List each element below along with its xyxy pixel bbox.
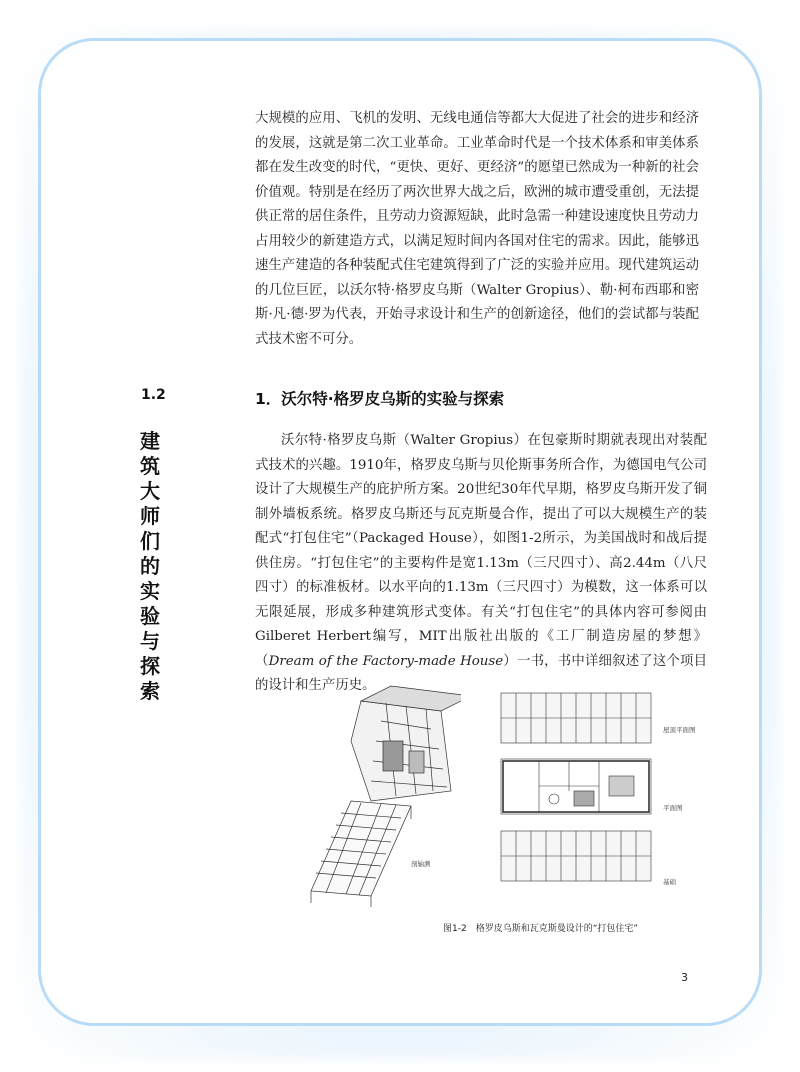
section-title: 建筑大师们的实验与探索 xyxy=(140,429,160,703)
label-floor-plan: 平面图 xyxy=(663,804,683,812)
subsection-title: 1．沃尔特·格罗皮乌斯的实验与探索 xyxy=(255,390,505,408)
label-axonometric: 剖轴测 xyxy=(411,860,431,868)
intro-paragraph: 大规模的应用、飞机的发明、无线电通信等都大大促进了社会的进步和经济的发展，这就是第二次工业革命。工业革命时代是一个技术体系和审美体系都在发生改变的时代，“更快、更好、更经济”的愿望已然成为一种新的社会价值观。特别是在经历了两次世界大战之后，欧洲的城市遭受重创，无法提供正常的居住条件，且劳动力资源短缺，此时急需一种建设速度快且劳动力占用较少的新建造方式，以满足短时间内各国对住宅的需求。因此，能够迅速生产建造的各种装配式住宅建筑得到了广泛的实验并应用。现代建筑运动的几位巨匠，以沃尔特·格罗皮乌斯（Walter Gropius）、勒·柯布西耶和密斯·凡·德·罗为代表，开始寻求设计和生产的创新途径，他们的尝试都与装配式技术密不可分。 xyxy=(255,111,699,347)
section-number: 1.2 xyxy=(141,387,166,403)
plan-drawings xyxy=(499,691,659,891)
book-page xyxy=(38,38,762,1026)
body-paragraph xyxy=(255,429,707,699)
figure-1-2 xyxy=(291,681,711,911)
label-foundation: 基础 xyxy=(663,878,676,886)
label-roof-plan: 屋顶平面图 xyxy=(663,726,696,734)
book-title-italic: Dream of the Factory-made House xyxy=(268,653,504,669)
body-ending: ）一书，书中详细叙述了这个项目的设计和生产历史。 xyxy=(255,653,708,693)
body-text: 沃尔特·格罗皮乌斯（Walter Gropius）在包豪斯时期就表现出对装配式技术的兴趣。1910年，格罗皮乌斯与贝伦斯事务所合作，为德国电气公司设计了大规模生产的庇护所方案。20世纪30年代早期，格罗皮乌斯开发了铜制外墙板系统。格罗皮乌斯还与瓦克斯曼合作，提出了可以大规模生产的装配式“打包住宅”（Packaged House），如图1-2所示，为美国战时和战后提供住房。“打包住宅”的主要构件是宽1.13m（三尺四寸）、高2.44m（八尺四寸）的标准板材。以水平向的1.13m（三尺四寸）为模数，这一体系可以无限延展，形成多种建筑形式变体。有关“打包住宅”的具体内容可参阅由Gilberet Herbert编写，MIT出版社出版的《工厂制造房屋的梦想》（ xyxy=(255,433,707,669)
axonometric-drawing xyxy=(291,681,461,911)
page-number: 3 xyxy=(681,971,688,984)
figure-caption: 图1-2 格罗皮乌斯和瓦克斯曼设计的“打包住宅” xyxy=(443,924,639,934)
